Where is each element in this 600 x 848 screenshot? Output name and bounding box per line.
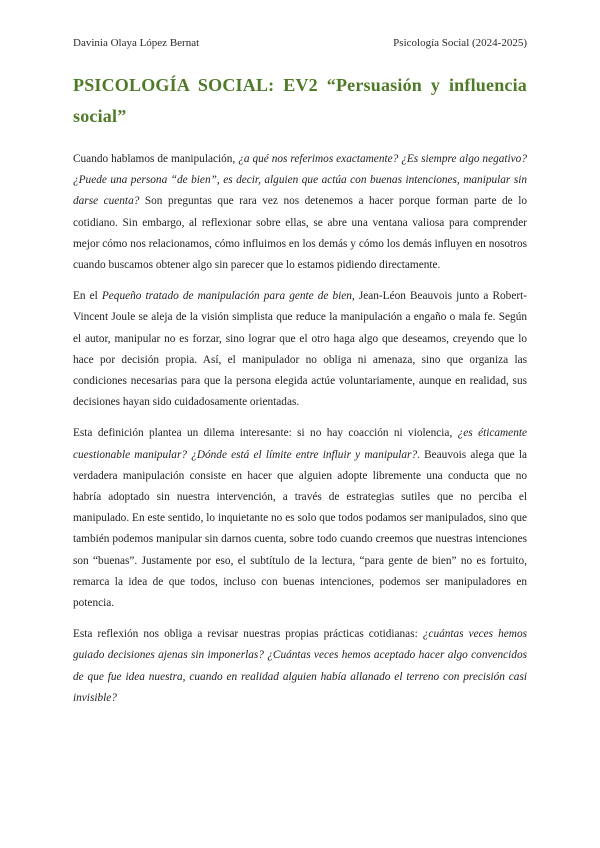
- document-title: PSICOLOGÍA SOCIAL: EV2 “Persuasión y influencia social”: [73, 75, 527, 126]
- header-author: Davinia Olaya López Bernat: [73, 37, 200, 49]
- document-body: [73, 149, 527, 719]
- paragraph-4: [73, 624, 527, 709]
- page-header: [73, 37, 527, 49]
- p2-text-end: , Jean-Léon Beauvois junto a Robert-Vincent Joule se aleja de la visión simplista que reduce la manipulación a engaño o mala fe. Según el autor, manipular no es forzar, sino lograr que el otro haga algo que deseamos, creyendo que lo hace por decisión propia. Así, el manipulador no obliga ni amenaza, sino que organiza las condiciones necesarias para que la persona elegida actúe voluntariamente, aunque en realidad, sus decisiones hayan sido cuidadosamente orientadas.: [73, 290, 527, 409]
- p2-text-start: En el: [73, 290, 102, 303]
- header-course: Psicología Social (2024-2025): [393, 37, 527, 49]
- p1-text-start: Cuando hablamos de manipulación,: [73, 153, 239, 165]
- p3-text-start: Esta definición plantea un dilema interesante: si no hay coacción ni violencia,: [73, 427, 458, 440]
- p2-italic-book-title: Pequeño tratado de manipulación para gente de bien: [101, 290, 352, 303]
- p1-italic-questions: ¿a qué nos referimos exactamente? ¿Es siempre algo negativo? ¿Puede una persona “de bien”, es decir, alguien que actúa con buenas intenciones, manipular sin darse cuenta?: [73, 153, 527, 208]
- paragraph-1: [73, 149, 527, 276]
- p1-text-end: Son preguntas que rara vez nos detenemos a hacer porque forman parte de lo cotidiano. Sin embargo, al reflexionar sobre ellas, se abre una ventana valiosa para comprender mejor cómo nos relacionamos, cómo influimos en los demás y cómo los demás influyen en nosotros cuando buscamos obtener algo sin parecer que lo estamos pidiendo directamente.: [73, 195, 527, 272]
- p4-italic-questions: ¿cuántas veces hemos guiado decisiones ajenas sin imponerlas? ¿Cuántas veces hemos aceptado hacer algo convencidos de que fue idea nuestra, cuando en realidad alguien había allanado el terreno con precisión casi invisible?: [73, 628, 527, 704]
- paragraph-2: [73, 286, 527, 413]
- p4-text-start: Esta reflexión nos obliga a revisar nuestras propias prácticas cotidianas:: [73, 628, 423, 641]
- p3-italic-questions: ¿es éticamente cuestionable manipular? ¿Dónde está el límite entre influir y manipular?: [73, 427, 527, 461]
- p3-text-end: . Beauvois alega que la verdadera manipulación consiste en hacer que alguien adopte libremente una conducta que no habría adoptado sin nuestra intervención, a través de estrategias sutiles que no perciba el manipulado. En este sentido, lo inquietante no es solo que todos podamos ser manipulados, sino que también podemos manipular sin darnos cuenta, sobre todo cuando creemos que nuestras intenciones son “buenas”. Justamente por eso, el subtítulo de la lectura, “para gente de bien” no es fortuito, remarca la idea de que todos, incluso con buenas intenciones, podemos ser manipuladores en potencia.: [73, 448, 527, 610]
- paragraph-3: [73, 423, 527, 614]
